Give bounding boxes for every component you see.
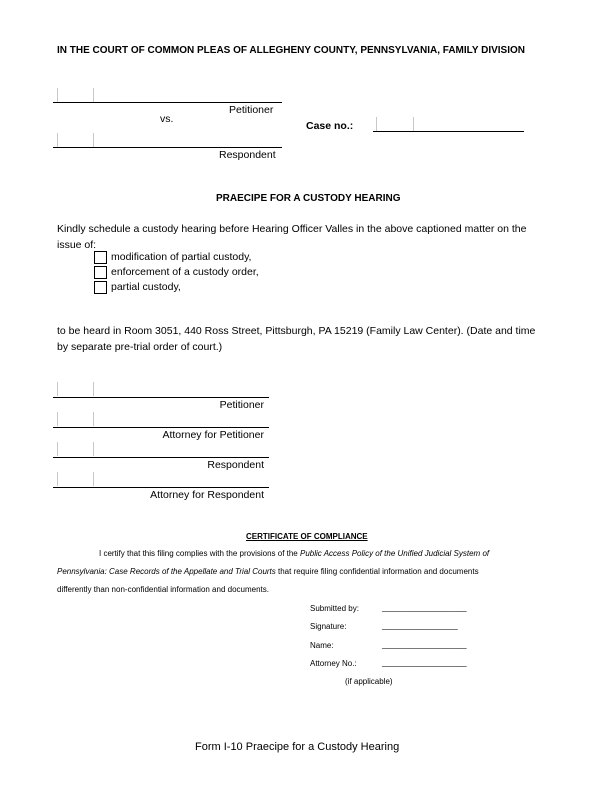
form-title: PRAECIPE FOR A CUSTODY HEARING bbox=[216, 193, 401, 204]
petitioner-label: Petitioner bbox=[229, 104, 274, 116]
certificate-text-end: differently than non-confidential information and documents. bbox=[57, 585, 269, 594]
certificate-title: CERTIFICATE OF COMPLIANCE bbox=[246, 532, 368, 541]
signature-label: Respondent bbox=[207, 459, 264, 471]
field-divider bbox=[57, 133, 58, 147]
field-divider bbox=[57, 382, 58, 396]
field-divider bbox=[413, 117, 414, 131]
case-number-field[interactable] bbox=[373, 131, 524, 132]
applicability-note: (if applicable) bbox=[345, 677, 393, 686]
respondent-label: Respondent bbox=[219, 149, 276, 161]
field-divider bbox=[93, 442, 94, 456]
request-line: Kindly schedule a custody hearing before Hearing Officer Valles in the above captioned matter on the bbox=[57, 223, 527, 235]
respondent-name-line[interactable] bbox=[53, 147, 282, 148]
form-footer: Form I-10 Praecipe for a Custody Hearing bbox=[195, 741, 400, 753]
field-divider bbox=[57, 442, 58, 456]
location-line: to be heard in Room 3051, 440 Ross Street, Pittsburgh, PA 15219 (Family Law Center). (Date and time bbox=[57, 325, 536, 337]
attorney-number-field[interactable]: ___________________ bbox=[382, 658, 467, 667]
name-field[interactable]: ___________________ bbox=[382, 640, 467, 649]
field-divider bbox=[57, 472, 58, 486]
request-paragraph bbox=[57, 221, 526, 253]
modification-checkbox[interactable] bbox=[94, 251, 107, 264]
request-line: issue of: bbox=[57, 239, 97, 251]
certificate-text-cont: that require filing confidential information and documents bbox=[275, 567, 479, 576]
petitioner-attorney-signature-line[interactable] bbox=[53, 427, 269, 428]
petitioner-signature-line[interactable] bbox=[53, 397, 269, 398]
policy-name: Public Access Policy of the Unified Judicial System of bbox=[300, 549, 490, 558]
field-divider bbox=[93, 382, 94, 396]
field-divider bbox=[93, 133, 94, 147]
submitted-by-field[interactable]: ___________________ bbox=[382, 603, 467, 612]
option-label: partial custody, bbox=[111, 281, 181, 293]
field-divider bbox=[376, 117, 377, 131]
option-label: enforcement of a custody order, bbox=[111, 266, 259, 278]
signature-field[interactable]: _________________ bbox=[382, 621, 458, 630]
respondent-attorney-signature-line[interactable] bbox=[53, 487, 269, 488]
certificate-intro: I certify that this filing complies with the provisions of the bbox=[99, 549, 298, 558]
signature-label: Petitioner bbox=[219, 399, 264, 411]
certificate-text bbox=[57, 545, 537, 599]
field-label: Submitted by: bbox=[310, 604, 359, 613]
respondent-signature-line[interactable] bbox=[53, 457, 269, 458]
versus-label: vs. bbox=[160, 113, 174, 125]
field-divider bbox=[93, 412, 94, 426]
option-label: modification of partial custody, bbox=[111, 251, 252, 263]
field-label: Attorney No.: bbox=[310, 659, 357, 668]
partial-custody-checkbox[interactable] bbox=[94, 281, 107, 294]
location-paragraph bbox=[57, 323, 535, 355]
field-divider bbox=[93, 472, 94, 486]
signature-label: Attorney for Respondent bbox=[150, 489, 264, 501]
case-number-label: Case no.: bbox=[306, 120, 354, 132]
location-line: by separate pre-trial order of court.) bbox=[57, 341, 223, 353]
petitioner-name-line[interactable] bbox=[53, 102, 282, 103]
policy-name-cont: Pennsylvania: Case Records of the Appellate and Trial Courts bbox=[57, 567, 276, 576]
field-label: Signature: bbox=[310, 622, 347, 631]
signature-label: Attorney for Petitioner bbox=[162, 429, 264, 441]
field-divider bbox=[57, 88, 58, 102]
field-label: Name: bbox=[310, 641, 334, 650]
enforcement-checkbox[interactable] bbox=[94, 266, 107, 279]
field-divider bbox=[57, 412, 58, 426]
field-divider bbox=[93, 88, 94, 102]
court-title: IN THE COURT OF COMMON PLEAS OF ALLEGHENY COUNTY, PENNSYLVANIA, FAMILY DIVISION bbox=[57, 45, 525, 56]
